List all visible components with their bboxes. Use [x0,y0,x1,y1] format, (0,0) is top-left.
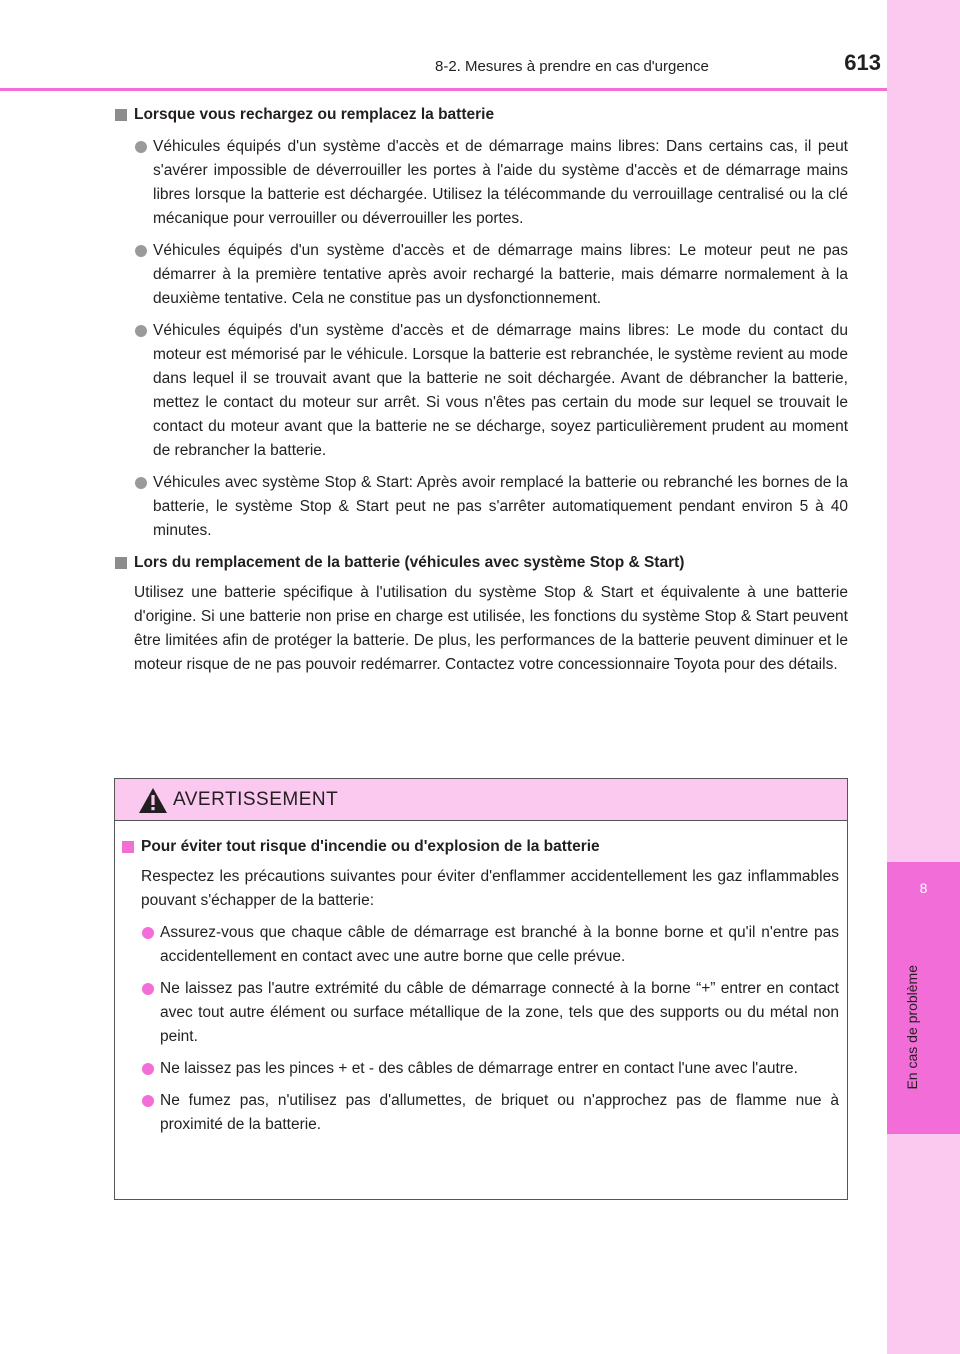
section-heading: Lorsque vous rechargez ou remplacez la batterie [114,103,848,127]
bullet-dot-icon [135,325,147,337]
section-title: 8-2. Mesures à prendre en cas d'urgence [435,58,709,75]
square-bullet-icon [115,557,127,569]
chapter-number: 8 [919,880,928,896]
warning-title: AVERTISSEMENT [173,789,339,810]
warning-header [115,779,847,821]
bullet-list [114,135,848,543]
page-number: 613 [844,50,881,75]
list-item: Véhicules équipés d'un système d'accès et de démarrage mains libres: Dans certains cas, il peut s'avérer impossible de déverrouiller les portes à l'aide du système d'accès et de démarrage mains libres lorsque la batterie est déchargée. Utilisez la télécommande du verrouillage centralisé ou la clé mécanique pour verrouiller ou déverrouiller les portes. [114,135,848,231]
list-item: Ne laissez pas l'autre extrémité du câble de démarrage connecté à la borne “+” entrer en contact avec tout autre élément ou surface métallique de la zone, tels que des supports ou du métal non peint. [121,977,839,1049]
list-item: Assurez-vous que chaque câble de démarrage est branché à la bonne borne et qu'il n'entre pas accidentellement en contact avec une autre borne que celle prévue. [121,921,839,969]
section-heading: Lors du remplacement de la batterie (véhicules avec système Stop & Start) [114,551,848,575]
header-divider [0,88,887,91]
main-content [114,103,848,677]
bullet-dot-icon [142,983,154,995]
bullet-dot-icon [142,1095,154,1107]
warning-body [115,821,847,1137]
bullet-dot-icon [135,477,147,489]
warning-triangle-icon [138,787,168,814]
list-item: Ne laissez pas les pinces + et - des câbles de démarrage entrer en contact l'une avec l'autre. [121,1057,839,1081]
bullet-dot-icon [135,245,147,257]
square-bullet-icon [115,109,127,121]
warning-heading: Pour éviter tout risque d'incendie ou d'explosion de la batterie [121,835,839,859]
list-item: Ne fumez pas, n'utilisez pas d'allumettes, de briquet ou n'approchez pas de flamme nue à proximité de la batterie. [121,1089,839,1137]
bullet-dot-icon [135,141,147,153]
list-item: Véhicules équipés d'un système d'accès et de démarrage mains libres: Le moteur peut ne pas démarrer à la première tentative après avoir rechargé la batterie, mais démarre normalement à la deuxième tentative. Cela ne constitue pas un dysfonctionnement. [114,239,848,311]
paragraph: Utilisez une batterie spécifique à l'utilisation du système Stop & Start et équivalente à une batterie d'origine. Si une batterie non prise en charge est utilisée, les fonctions du système Stop & Start peuvent être limitées afin de protéger la batterie. De plus, les performances de la batterie peuvent diminuer et le moteur risque de ne pas pouvoir redémarrer. Contactez votre concessionnaire Toyota pour des détails. [134,584,848,673]
bullet-dot-icon [142,927,154,939]
warning-bullet-list [121,921,839,1137]
list-item: Véhicules avec système Stop & Start: Après avoir remplacé la batterie ou rebranché les bornes de la batterie, le système Stop & Start peut ne pas s'arrêter automatiquement pendant environ 5 à 40 minutes. [114,471,848,543]
warning-intro: Respectez les précautions suivantes pour éviter d'enflammer accidentellement les gaz inflammables pouvant s'échapper de la batterie: [141,868,839,909]
warning-box [114,778,848,1200]
side-tab [887,0,960,1354]
square-bullet-icon [122,841,134,853]
list-item: Véhicules équipés d'un système d'accès et de démarrage mains libres: Le mode du contact du moteur est mémorisé par le véhicule. Lorsque la batterie est rebranchée, le système revient au mode dans lequel il se trouvait avant que la batterie ne soit déchargée. Avant de débrancher la batterie, mettez le contact du moteur sur arrêt. Si vous n'êtes pas certain du mode sur lequel se trouvait le contact du moteur avant que la batterie ne se décharge, soyez particulièrement prudent au moment de rebrancher la batterie. [114,319,848,463]
bullet-dot-icon [142,1063,154,1075]
chapter-title: En cas de problème [904,965,920,1090]
